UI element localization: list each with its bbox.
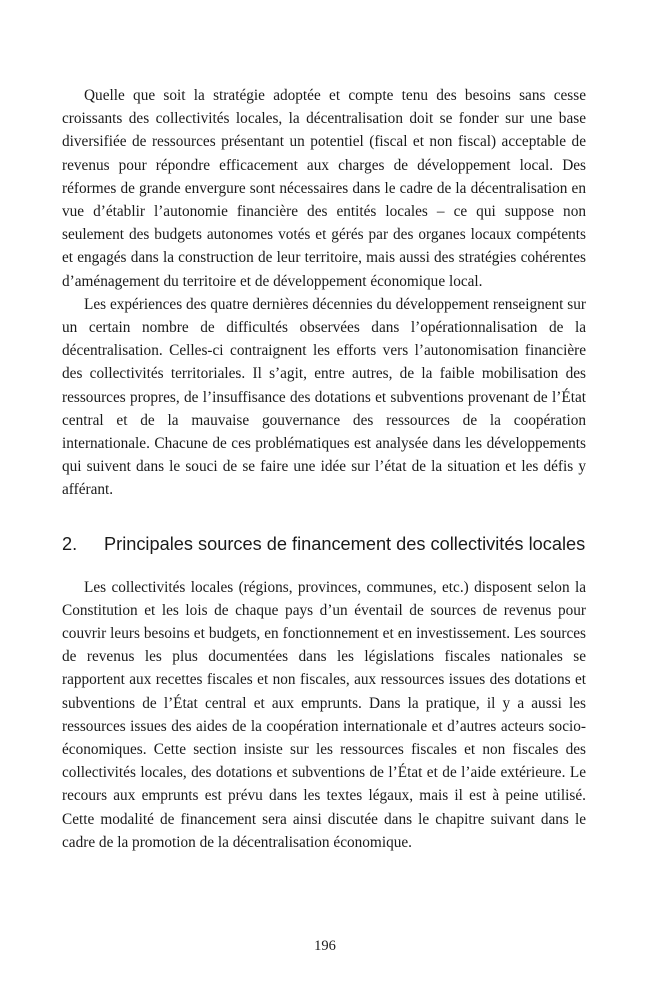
page-number: 196: [314, 938, 336, 954]
section-heading: [62, 532, 586, 556]
section-number: 2.: [62, 533, 78, 554]
paragraph-strategy: Quelle que soit la stratégie adoptée et compte tenu des besoins sans cesse croissants des collectivités locales, la décentralisation doit se fonder sur une base diversifiée de ressources présentant un potentiel (fiscal et non fiscal) acceptable de revenus pour répondre efficacement aux charges de développement local. Des réformes de grande envergure sont nécessaires dans le cadre de la décentralisation en vue d’établir l’autonomie financière des entités locales – ce qui suppose non seulement des budgets autonomes votés et gérés par des organes locaux compétents et engagés dans la construction de leur territoire, mais aussi des stratégies cohérentes d’aménagement du territoire et de développement économique local.: [62, 87, 586, 290]
paragraph-sources: Les collectivités locales (régions, provinces, communes, etc.) disposent selon la Constitution et les lois de chaque pays d’un éventail de sources de revenus pour couvrir leurs besoins et budgets, en fonctionnement et en investissement. Les sources de revenus les plus documentées dans les législations fiscales nationales se rapportent aux recettes fiscales et non fiscales, aux ressources issues des dotations et subventions de l’État central et aux emprunts. Dans la pratique, il y a aussi les ressources issues des aides de la coopération internationale et d’autres acteurs socio-économiques. Cette section insiste sur les ressources fiscales et non fiscales des collectivités locales, des dotations et subventions de l’État et de l’aide extérieure. Le recours aux emprunts est prévu dans les textes légaux, mais il est à peine utilisé. Cette modalité de financement sera ainsi discutée dans le chapitre suivant dans le cadre de la promotion de la décentralisation économique.: [62, 578, 586, 851]
section-title: Principales sources de financement des collectivités locales: [104, 533, 586, 554]
page-body: [62, 84, 586, 854]
paragraph-experiences: Les expériences des quatre dernières décennies du développement renseignent sur un certain nombre de difficultés observées dans l’opérationnalisation de la décentralisation. Celles-ci contraignent les efforts vers l’autonomisation financière des collectivités territoriales. Il s’agit, entre autres, de la faible mobilisation des ressources propres, de l’insuffisance des dotations et subventions provenant de l’État central et de la mauvaise gouvernance des ressources de la coopération internationale. Chacune de ces problématiques est analysée dans les développements qui suivent dans le souci de se faire une idée sur l’état de la situation et les défis y afférant.: [62, 295, 586, 499]
